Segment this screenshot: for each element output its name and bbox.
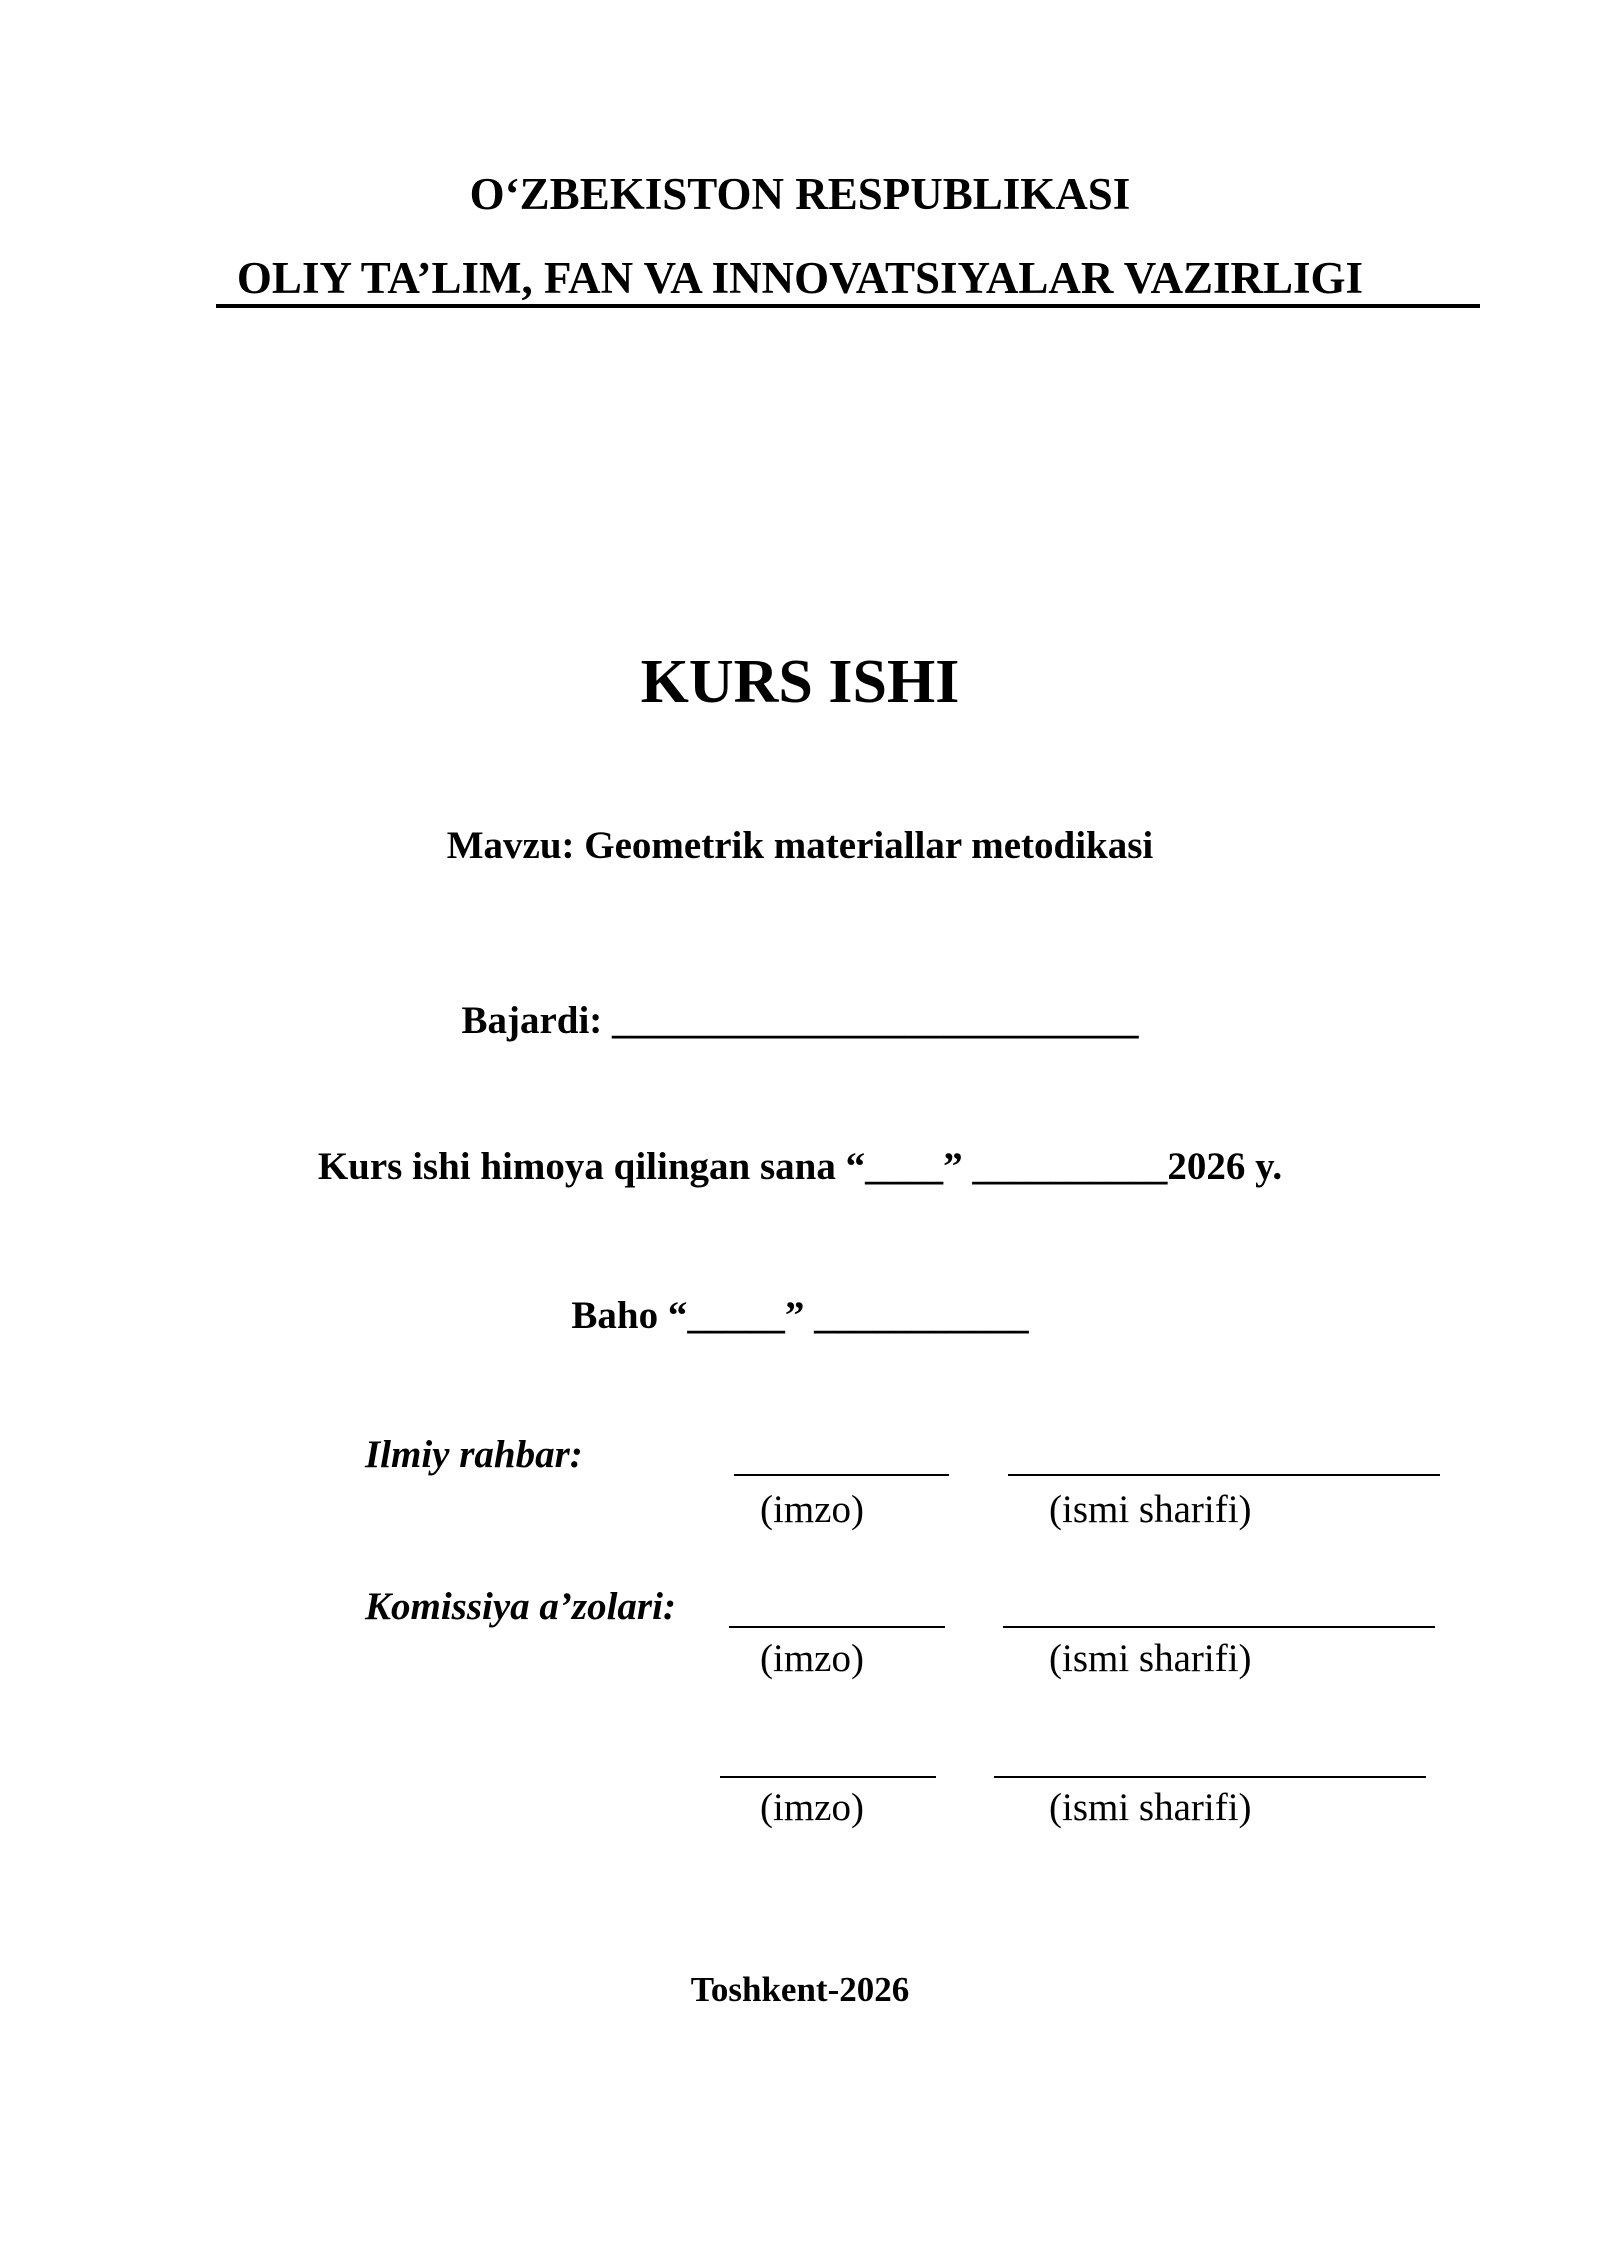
commission-1-name-caption: (ismi sharifi) (1049, 1637, 1252, 1680)
commission-1-signature-caption: (imzo) (760, 1637, 864, 1680)
commission-2-signature-line (720, 1776, 936, 1778)
header-country: O‘ZBEKISTON RESPUBLIKASI (469, 169, 1131, 219)
commission-1-signature-line (729, 1626, 945, 1628)
footer-place-year: Toshkent-2026 (690, 1970, 910, 2009)
commission-label: Komissiya a’zolari: (365, 1585, 676, 1628)
commission-2-signature-caption: (imzo) (760, 1786, 864, 1829)
header-underline (216, 304, 1480, 308)
supervisor-label: Ilmiy rahbar: (365, 1433, 583, 1476)
supervisor-signature-line (734, 1474, 949, 1476)
performer-line: Bajardi: ___________________________ (461, 999, 1139, 1042)
supervisor-name-line (1008, 1474, 1440, 1476)
header-ministry: OLIY TA’LIM, FAN VA INNOVATSIYALAR VAZIRLIGI (236, 253, 1364, 303)
topic-line: Mavzu: Geometrik materiallar metodikasi (446, 824, 1154, 867)
defense-date-line: Kurs ishi himoya qilingan sana “____” __________2026 y. (317, 1145, 1283, 1188)
commission-1-name-line (1003, 1626, 1435, 1628)
supervisor-name-caption: (ismi sharifi) (1049, 1488, 1252, 1531)
commission-2-name-line (994, 1776, 1426, 1778)
document-title: KURS ISHI (640, 648, 960, 716)
supervisor-signature-caption: (imzo) (760, 1488, 864, 1531)
grade-line: Baho “_____” ___________ (571, 1294, 1029, 1337)
commission-2-name-caption: (ismi sharifi) (1049, 1786, 1252, 1829)
